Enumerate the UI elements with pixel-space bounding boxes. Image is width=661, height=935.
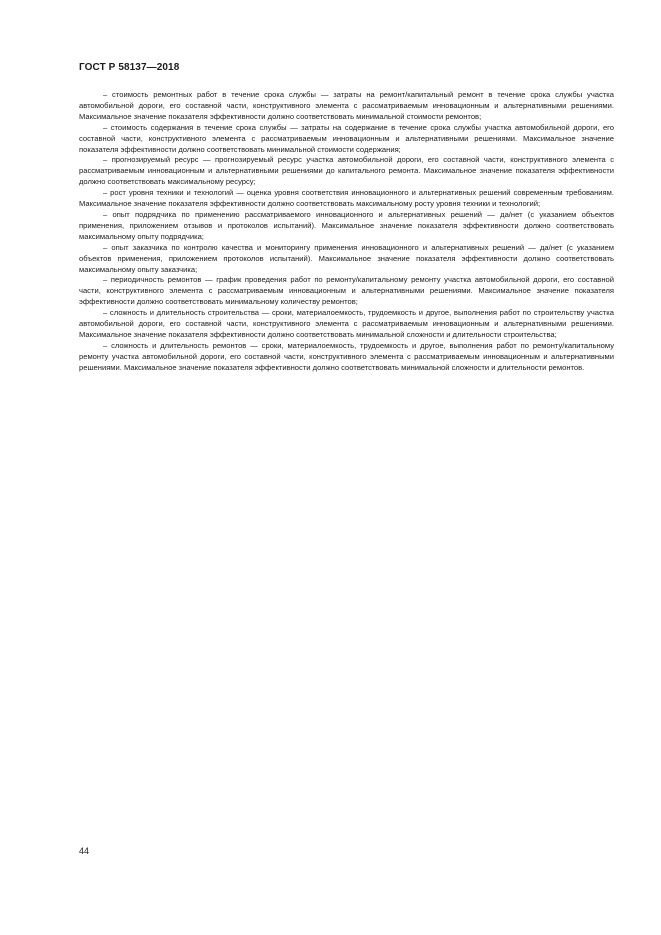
page-number: 44 <box>79 846 90 856</box>
paragraph-repair-complexity: – сложность и длительность ремонтов — сроки, материалоемкость, трудоемкость и другое, выполнения работ по ремонту/капитальному ремонту участка автомобильной дороги, его составной части, конструктивного элемента с рассматриваемым инновационным и альтернативными решениями. Максимальное значение показателя эффективности должно соответствовать минимальной сложности и длительности ремонтов. <box>79 340 614 372</box>
paragraph-contractor-experience: – опыт подрядчика по применению рассматриваемого инновационного и альтернативных решений — да/нет (с указанием объектов применения, приложением отзывов и протоколов испытаний). Максимальное значение показателя эффективности должно соответствовать максимальному опыту подрядчика; <box>79 209 614 241</box>
paragraph-customer-experience: – опыт заказчика по контролю качества и мониторингу применения инновационного и альтернативных решений — да/нет (с указанием объектов применения, приложением протоколов испытаний). Максимальное значение показателя эффективности должно соответствовать максимальному опыту заказчика; <box>79 242 614 274</box>
document-body <box>79 90 614 374</box>
paragraph-maintenance-cost: – стоимость содержания в течение срока службы — затраты на содержание в течение срока службы участка автомобильной дороги, его составной части, конструктивного элемента с рассматриваемым инновационным и альтернативными решениями. Максимальное значение показателя эффективности должно соответствовать минимальной стоимости содержания; <box>79 122 614 154</box>
paragraph-technology-growth: – рост уровня техники и технологий — оценка уровня соответствия инновационного и альтернативных решений современным требованиям. Максимальное значение показателя эффективности должно соответствовать максимальному росту уровня техники и технологий; <box>79 188 614 209</box>
paragraph-forecast-resource: – прогнозируемый ресурс — прогнозируемый ресурс участка автомобильной дороги, его составной части, конструктивного элемента с рассматриваемым инновационным и альтернативными решениями до капитального ремонта. Максимальное значение показателя эффективности должно соответствовать максимальному ресурсу; <box>79 155 614 187</box>
paragraph-construction-complexity: – сложность и длительность строительства — сроки, материалоемкость, трудоемкость и другое, выполнения работ по строительству участка автомобильной дороги, его составной части, конструктивного элемента с рассматриваемым инновационным и альтернативными решениями. Максимальное значение показателя эффективности должно соответствовать минимальной сложности и длительности строительства; <box>79 308 614 339</box>
document-header: ГОСТ Р 58137—2018 <box>79 62 180 73</box>
paragraph-repair-cost: – стоимость ремонтных работ в течение срока службы — затраты на ремонт/капитальный ремонт в течение срока службы участка автомобильной дороги, его составной части, конструктивного элемента с рассматриваемым инновационным и альтернативными решениями. Максимальное значение показателя эффективности должно соответствовать минимальной стоимости ремонтов; <box>79 90 614 121</box>
paragraph-repair-frequency: – периодичность ремонтов — график проведения работ по ремонту/капитальному ремонту участка автомобильной дороги, его составной части, конструктивного элемента с рассматриваемым инновационным и альтернативными решениями. Максимальное значение показателя эффективности должно соответствовать минимальному количеству ремонтов; <box>79 275 614 307</box>
